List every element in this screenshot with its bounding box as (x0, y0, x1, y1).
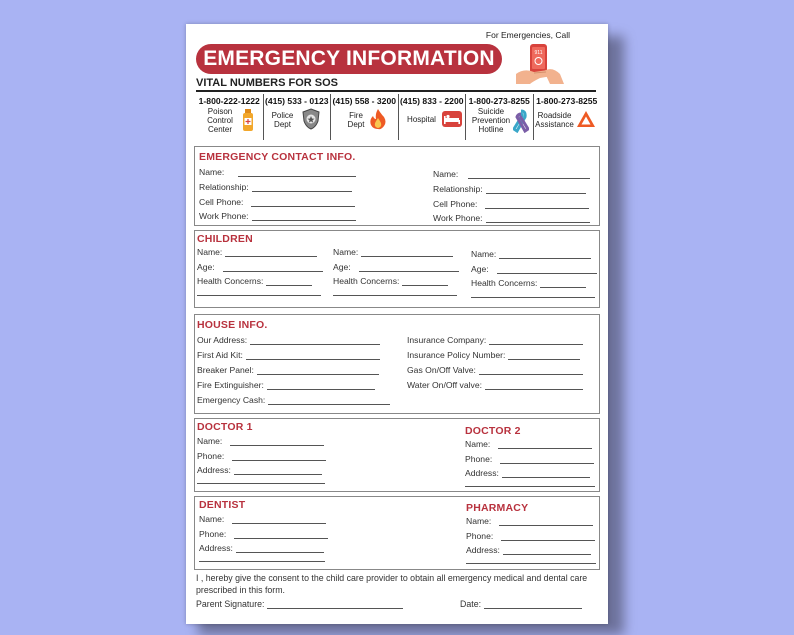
dentist-title: DENTIST (199, 499, 246, 511)
doctor2-title: DOCTOR 2 (465, 425, 521, 437)
doctor2-address-field[interactable]: Address: (465, 468, 590, 478)
contact1-cell-phone-field[interactable]: Cell Phone: (199, 197, 355, 207)
child2-name-field[interactable]: Name: (333, 247, 453, 257)
vital-numbers-heading: VITAL NUMBERS FOR SOS (196, 77, 338, 89)
dentist-pharmacy-section (194, 496, 600, 570)
child1-age-field[interactable]: Age: (197, 262, 323, 272)
dentist-phone-field[interactable]: Phone: (199, 529, 328, 539)
hospital-number[interactable]: (415) 833 - 2200 (399, 96, 464, 106)
child2-health-field[interactable]: Health Concerns: (333, 276, 448, 286)
parent-signature-field[interactable]: Parent Signature: (196, 599, 403, 609)
child1-health-line[interactable] (197, 295, 321, 296)
contact1-relationship-field[interactable]: Relationship: (199, 182, 352, 192)
fire-dept-label: Fire Dept (347, 111, 365, 129)
emergency-form-page (186, 24, 608, 624)
doctor1-name-field[interactable]: Name: (197, 436, 324, 446)
dentist-address-field[interactable]: Address: (199, 543, 324, 553)
suicide-hotline-number[interactable]: 1-800-273-8255 (468, 96, 530, 106)
roadside-assistance-number[interactable]: 1-800-273-8255 (536, 96, 598, 106)
number-cell-roadside (534, 94, 601, 140)
doctor1-address-line[interactable] (197, 483, 325, 484)
water-valve-field[interactable]: Water On/Off valve: (407, 380, 583, 390)
poison-control-number[interactable]: 1-800-222-1222 (198, 96, 260, 106)
vital-numbers-row (196, 94, 600, 140)
breaker-panel-field[interactable]: Breaker Panel: (197, 365, 379, 375)
consent-text: I , hereby give the consent to the child care provider to obtain all emergency medical and dental care prescribed in this form. (196, 573, 588, 595)
contact1-name-field[interactable]: Name: (199, 167, 356, 177)
contact2-cell-phone-field[interactable]: Cell Phone: (433, 199, 589, 209)
hospital-label: Hospital (407, 115, 436, 124)
poison-control-label: Poison Control Center (207, 107, 233, 134)
contact1-work-phone-field[interactable]: Work Phone: (199, 211, 356, 221)
warning-triangle-icon (576, 110, 596, 128)
doctor1-title: DOCTOR 1 (197, 421, 253, 433)
emergency-contact-title: EMERGENCY CONTACT INFO. (199, 151, 356, 163)
insurance-policy-number-field[interactable]: Insurance Policy Number: (407, 350, 580, 360)
insurance-company-field[interactable]: Insurance Company: (407, 335, 583, 345)
pharmacy-address-line[interactable] (466, 563, 596, 564)
number-cell-fire (331, 94, 399, 140)
number-cell-poison (196, 94, 264, 140)
doctor1-address-field[interactable]: Address: (197, 465, 322, 475)
doctor2-phone-field[interactable]: Phone: (465, 454, 594, 464)
pharmacy-phone-field[interactable]: Phone: (466, 531, 595, 541)
child2-age-field[interactable]: Age: (333, 262, 459, 272)
number-cell-suicide (466, 94, 534, 140)
children-title: CHILDREN (197, 233, 253, 245)
emergency-contact-section (194, 146, 600, 226)
house-info-title: HOUSE INFO. (197, 319, 268, 331)
child3-age-field[interactable]: Age: (471, 264, 597, 274)
child1-name-field[interactable]: Name: (197, 247, 317, 257)
doctor2-name-field[interactable]: Name: (465, 439, 592, 449)
child3-health-field[interactable]: Health Concerns: (471, 278, 586, 288)
dentist-address-line[interactable] (199, 561, 325, 562)
contact2-name-field[interactable]: Name: (433, 169, 590, 179)
number-cell-hospital (399, 94, 467, 140)
police-dept-label: Police Dept (271, 111, 294, 129)
hospital-bed-icon (441, 110, 463, 128)
fire-icon (369, 108, 387, 130)
fire-dept-number[interactable]: (415) 558 - 3200 (332, 96, 397, 106)
doctor1-phone-field[interactable]: Phone: (197, 451, 326, 461)
pharmacy-title: PHARMACY (466, 502, 529, 514)
suicide-hotline-label: Suicide Prevention Hotline (471, 107, 511, 134)
child1-health-field[interactable]: Health Concerns: (197, 276, 312, 286)
heading-divider (196, 90, 596, 92)
pharmacy-name-field[interactable]: Name: (466, 516, 593, 526)
hand-phone-icon (514, 44, 566, 84)
children-section (194, 230, 600, 308)
awareness-ribbon-icon (513, 109, 529, 133)
house-info-section (194, 314, 600, 414)
police-badge-icon (301, 108, 321, 130)
number-cell-police (264, 94, 332, 140)
child3-name-field[interactable]: Name: (471, 249, 591, 259)
our-address-field[interactable]: Our Address: (197, 335, 380, 345)
doctors-section (194, 418, 600, 492)
form-title: EMERGENCY INFORMATION (196, 44, 502, 74)
gas-valve-field[interactable]: Gas On/Off Valve: (407, 365, 583, 375)
pharmacy-address-field[interactable]: Address: (466, 545, 591, 555)
dentist-name-field[interactable]: Name: (199, 514, 326, 524)
contact2-work-phone-field[interactable]: Work Phone: (433, 213, 590, 223)
police-dept-number[interactable]: (415) 533 - 0123 (264, 96, 329, 106)
contact2-relationship-field[interactable]: Relationship: (433, 184, 586, 194)
roadside-assistance-label: Roadside Assistance (535, 111, 574, 129)
fire-extinguisher-field[interactable]: Fire Extinguisher: (197, 380, 375, 390)
phone-screen-text: 911 (534, 50, 543, 56)
child2-health-line[interactable] (333, 295, 457, 296)
date-field[interactable]: Date: (460, 599, 582, 609)
emergency-cash-field[interactable]: Emergency Cash: (197, 395, 390, 405)
doctor2-address-line[interactable] (465, 486, 595, 487)
emergencies-call-label: For Emergencies, Call (485, 30, 570, 40)
child3-health-line[interactable] (471, 297, 595, 298)
bottle-icon (242, 109, 254, 131)
first-aid-kit-field[interactable]: First Aid Kit: (197, 350, 380, 360)
